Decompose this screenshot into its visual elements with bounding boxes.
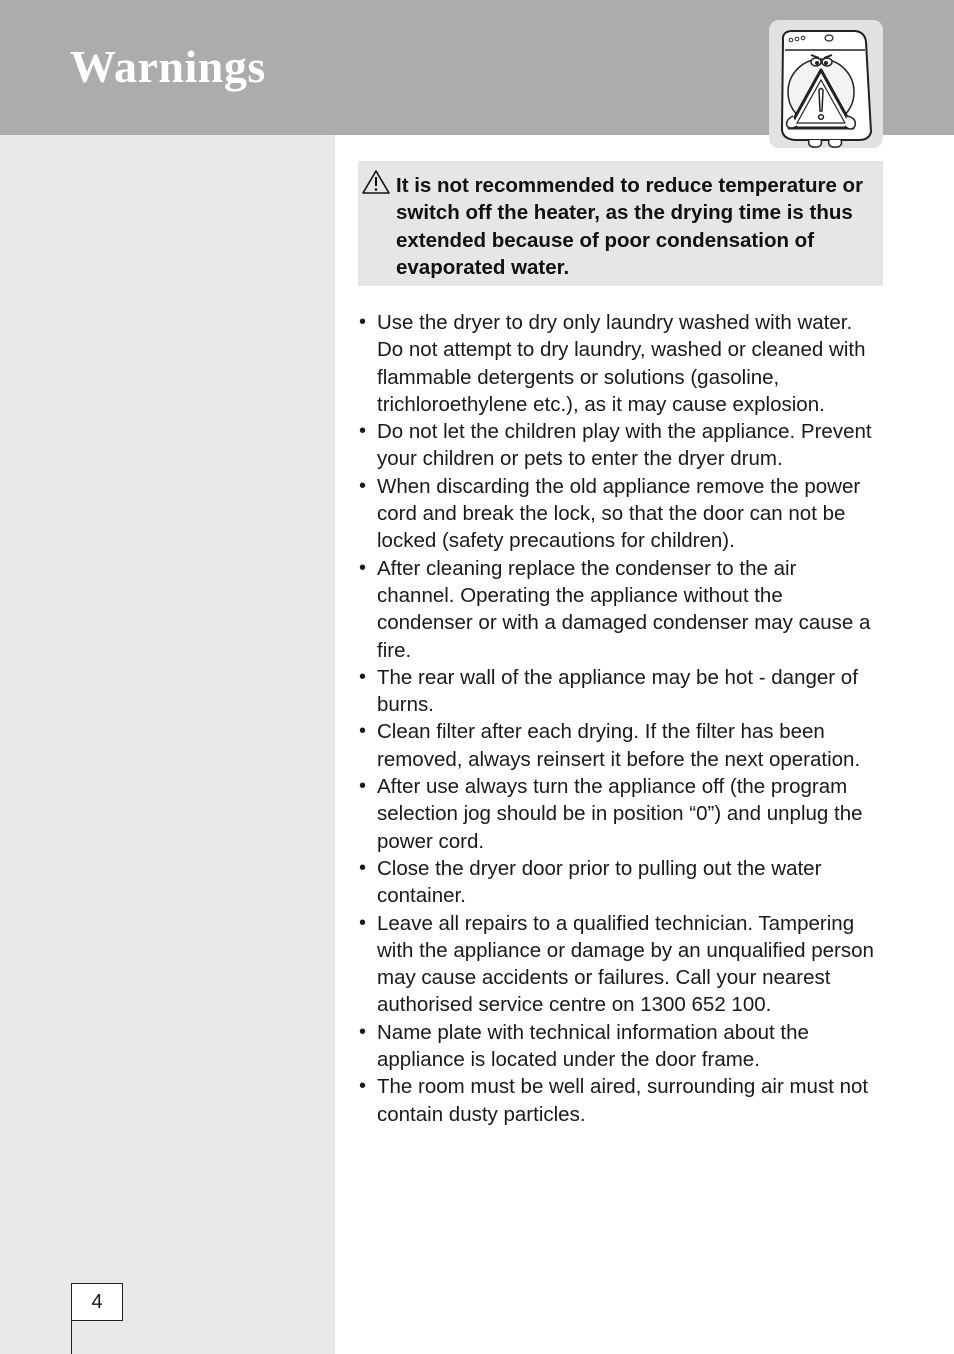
bullet-icon: • <box>359 1075 367 1098</box>
warning-mascot-icon <box>769 20 883 148</box>
list-item-text: Name plate with technical information about the appliance is located under the door frame. <box>377 1020 809 1072</box>
page-title: Warnings <box>70 41 266 92</box>
bullet-icon: • <box>359 1020 367 1043</box>
list-item <box>358 855 878 910</box>
list-item <box>358 718 878 773</box>
side-panel <box>0 135 335 1354</box>
list-item-text: When discarding the old appliance remove the power cord and break the lock, so that the door can not be locked (safety precautions for children). <box>377 474 861 553</box>
list-item <box>358 473 878 555</box>
page-number: 4 <box>71 1283 123 1321</box>
list-item <box>358 555 878 664</box>
bullet-icon: • <box>359 775 367 798</box>
warning-triangle-icon <box>361 169 391 195</box>
bullet-icon: • <box>359 911 367 934</box>
list-item-text: Clean filter after each drying. If the filter has been removed, always reinsert it before the next operation. <box>377 720 861 771</box>
list-item-text: The rear wall of the appliance may be hot - danger of burns. <box>377 665 858 717</box>
page-number-divider <box>71 1320 72 1354</box>
bullet-icon: • <box>359 665 367 688</box>
bullet-icon: • <box>359 311 367 333</box>
list-item <box>358 1019 878 1074</box>
list-item-text: Do not let the children play with the appliance. Prevent your children or pets to enter the dryer drum. <box>377 420 872 471</box>
warnings-list <box>358 309 878 1128</box>
list-item-text: Leave all repairs to a qualified technician. Tampering with the appliance or damage by an unqualified person may cause accidents or failures. Call your nearest authorised service centre on 1300 652 100. <box>377 911 874 1017</box>
list-item <box>358 664 878 719</box>
list-item-text: After cleaning replace the condenser to the air channel. Operating the appliance without the condenser or with a damaged condenser may cause a fire. <box>377 556 871 662</box>
list-item-text: The room must be well aired, surrounding air must not contain dusty particles. <box>377 1075 869 1126</box>
list-item <box>358 1073 878 1128</box>
list-item <box>358 309 878 418</box>
page-header <box>0 0 954 135</box>
list-item-text: Use the dryer to dry only laundry washed with water. Do not attempt to dry laundry, washed or cleaned with flammable detergents or solutions (gasoline, trichloroethylene etc.), as it may cause explosion. <box>377 311 866 416</box>
list-item-text: After use always turn the appliance off (the program selection jog should be in position “0”) and unplug the power cord. <box>377 775 863 853</box>
list-item <box>358 773 878 855</box>
list-item-text: Close the dryer door prior to pulling out the water container. <box>377 856 822 908</box>
warning-note-text: It is not recommended to reduce temperature or switch off the heater, as the drying time is thus extended because of poor condensation of evaporated water. <box>396 174 864 279</box>
bullet-icon: • <box>359 474 367 497</box>
bullet-icon: • <box>359 420 367 443</box>
bullet-icon: • <box>359 856 367 879</box>
list-item <box>358 910 878 1019</box>
list-item <box>358 418 878 473</box>
bullet-icon: • <box>359 720 367 743</box>
bullet-icon: • <box>359 556 367 579</box>
